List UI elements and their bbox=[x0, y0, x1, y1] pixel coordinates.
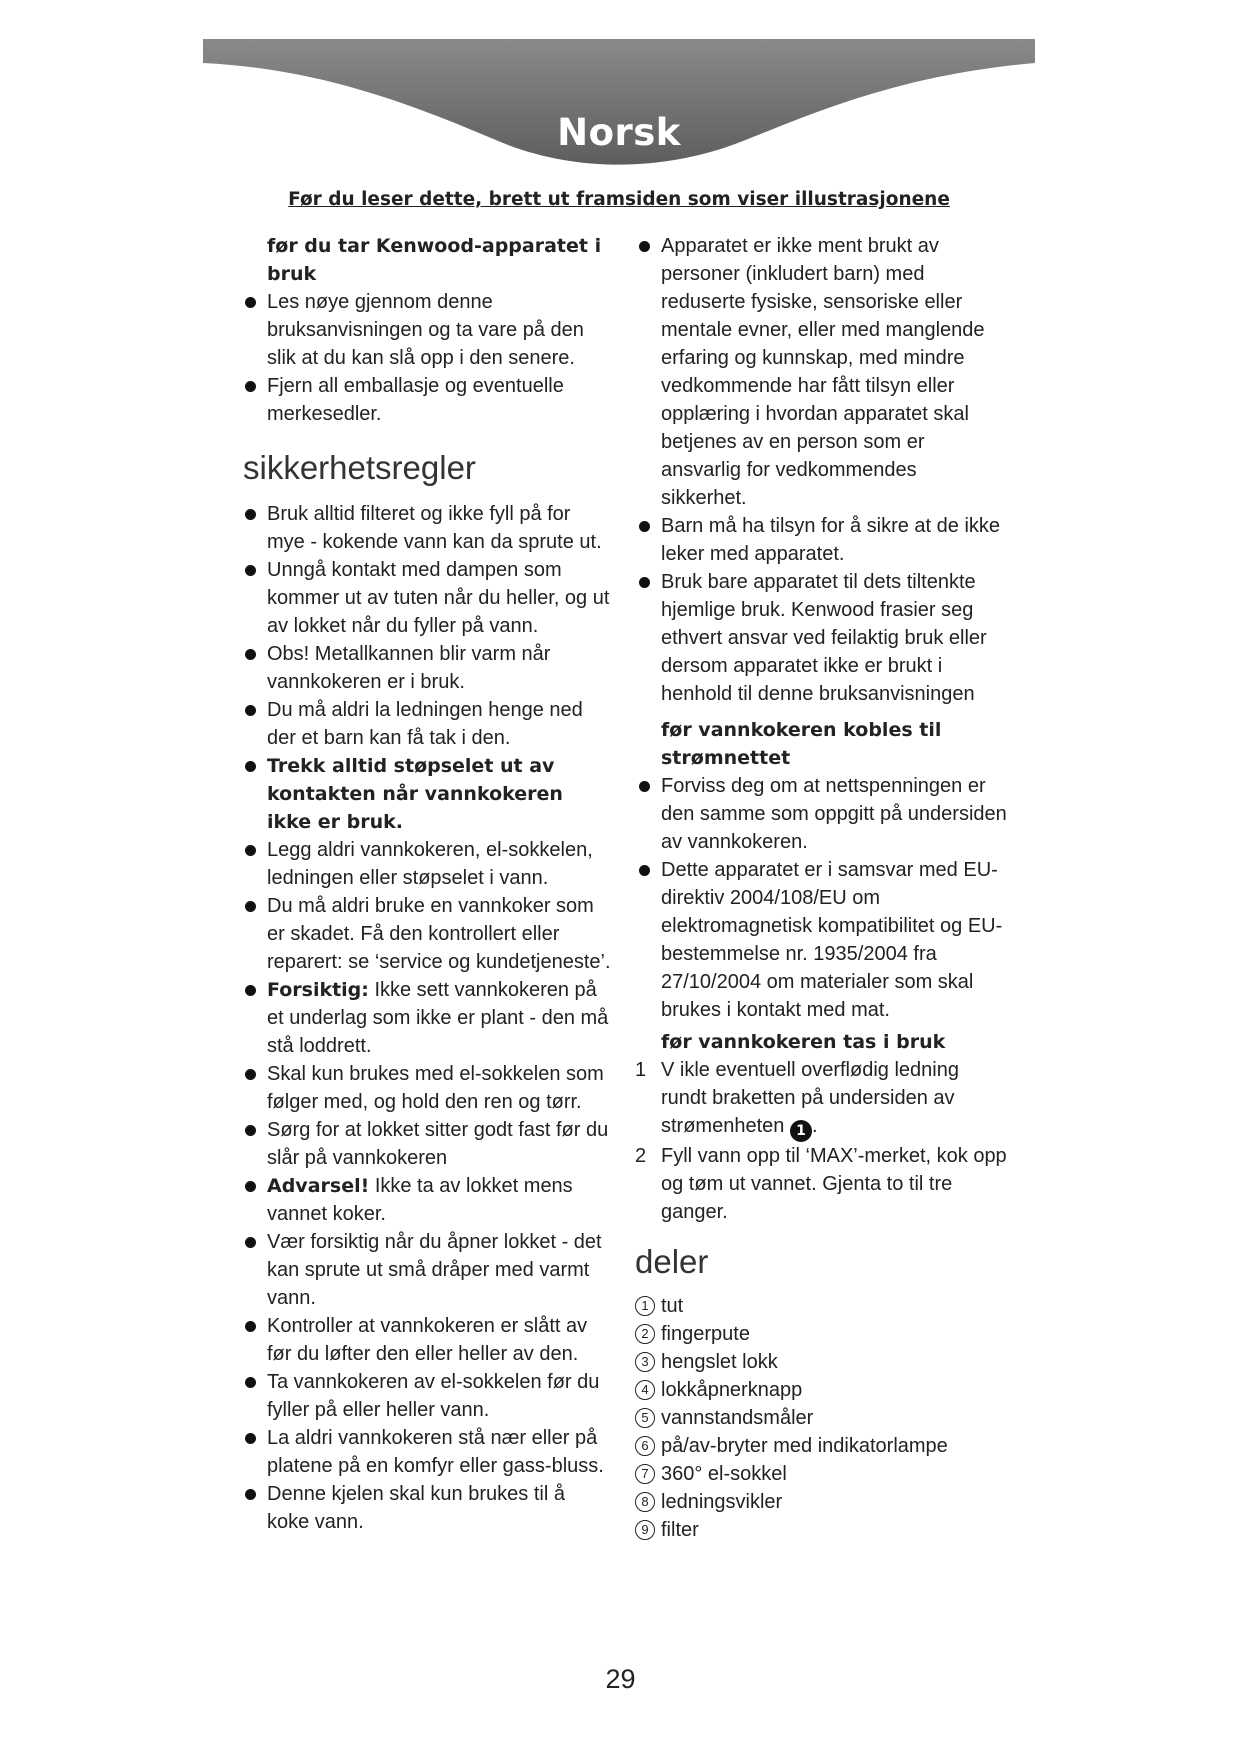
part-item: 8 ledningsvikler bbox=[635, 1488, 1007, 1516]
safety-item: Apparatet er ikke ment brukt av personer (inkludert barn) med reduserte fysiske, sensoriske eller mentale evner, eller med manglende erfaring og kunnskap, med mindre vedkommende har fått tilsyn eller opplæring i hvordan apparatet skal betjenes av en person som er ansvarlig for vedkommendes sikkerhet. bbox=[635, 232, 1007, 512]
language-title: Norsk bbox=[557, 111, 681, 154]
part-number: 9 bbox=[635, 1520, 655, 1540]
parts-list bbox=[635, 1292, 1007, 1544]
safety-item: Kontroller at vannkokeren er slått av før du løfter den eller heller av den. bbox=[241, 1312, 611, 1368]
safety-item: Forsiktig: Ikke sett vannkokeren på et underlag som ikke er plant - den må stå loddrett. bbox=[241, 976, 611, 1060]
step-number: 2 bbox=[635, 1145, 647, 1167]
page-number: 29 bbox=[605, 1664, 636, 1694]
first-use-heading: før vannkokeren tas i bruk bbox=[661, 1031, 946, 1053]
illustration-ref-badge: 1 bbox=[790, 1120, 812, 1142]
safety-item: Du må aldri la ledningen henge ned der et barn kan få tak i den. bbox=[241, 696, 611, 752]
part-number: 3 bbox=[635, 1352, 655, 1372]
connect-item: Forviss deg om at nettspenningen er den samme som oppgitt på undersiden av vannkokeren. bbox=[635, 772, 1007, 856]
part-number: 1 bbox=[635, 1296, 655, 1316]
part-item: 4 lokkåpnerknapp bbox=[635, 1376, 1007, 1404]
safety-item: Bruk bare apparatet til dets tiltenkte hjemlige bruk. Kenwood frasier seg ethvert ansvar ved feilaktig bruk eller dersom apparatet ikke er brukt i henhold til denne bruksanvisningen bbox=[635, 568, 1007, 708]
part-number: 6 bbox=[635, 1436, 655, 1456]
safety-item: Vær forsiktig når du åpner lokket - det kan sprute ut små dråper med varmt vann. bbox=[241, 1228, 611, 1312]
part-item: 2 fingerpute bbox=[635, 1320, 1007, 1348]
safety-item: Legg aldri vannkokeren, el-sokkelen, ledningen eller støpselet i vann. bbox=[241, 836, 611, 892]
part-number: 7 bbox=[635, 1464, 655, 1484]
safety-item: Trekk alltid støpselet ut av kontakten når vannkokeren ikke er bruk. bbox=[241, 752, 611, 836]
first-use-step: 1 V ikle eventuell overflødig ledning rundt braketten på undersiden av strømenheten 1 . bbox=[635, 1056, 1007, 1142]
part-item: 6 på/av-bryter med indikatorlampe bbox=[635, 1432, 1007, 1460]
right-column bbox=[635, 232, 1007, 1544]
safety-item: La aldri vannkokeren stå nær eller på platene på en komfyr eller gass-bluss. bbox=[241, 1424, 611, 1480]
safety-item: Denne kjelen skal kun brukes til å koke vann. bbox=[241, 1480, 611, 1536]
safety-item: Skal kun brukes med el-sokkelen som følger med, og hold den ren og tørr. bbox=[241, 1060, 611, 1116]
part-number: 2 bbox=[635, 1324, 655, 1344]
part-item: 9 filter bbox=[635, 1516, 1007, 1544]
part-item: 7 360° el-sokkel bbox=[635, 1460, 1007, 1488]
safety-item: Sørg for at lokket sitter godt fast før du slår på vannkokeren bbox=[241, 1116, 611, 1172]
part-number: 8 bbox=[635, 1492, 655, 1512]
safety-heading: sikkerhetsregler bbox=[243, 449, 476, 486]
safety-item: Barn må ha tilsyn for å sikre at de ikke leker med apparatet. bbox=[635, 512, 1007, 568]
safety-item: Du må aldri bruke en vannkoker som er skadet. Få den kontrollert eller reparert: se ‘service og kundetjeneste’. bbox=[241, 892, 611, 976]
safety-item: Unngå kontakt med dampen som kommer ut av tuten når du heller, og ut av lokket når du fyller på vann. bbox=[241, 556, 611, 640]
safety-item: Obs! Metallkannen blir varm når vannkokeren er i bruk. bbox=[241, 640, 611, 696]
before-use-item: Fjern all emballasje og eventuelle merkesedler. bbox=[241, 372, 611, 428]
parts-heading: deler bbox=[635, 1243, 709, 1280]
part-item: 3 hengslet lokk bbox=[635, 1348, 1007, 1376]
language-banner bbox=[203, 39, 1035, 179]
before-use-heading: før du tar Kenwood-apparatet i bruk bbox=[267, 235, 602, 285]
part-number: 4 bbox=[635, 1380, 655, 1400]
before-use-item: Les nøye gjennom denne bruksanvisningen og ta vare på den slik at du kan slå opp i den senere. bbox=[241, 288, 611, 372]
step-number: 1 bbox=[635, 1059, 647, 1081]
part-number: 5 bbox=[635, 1408, 655, 1428]
safety-item: Ta vannkokeren av el-sokkelen før du fyller på eller heller vann. bbox=[241, 1368, 611, 1424]
banner-wave-shape bbox=[203, 39, 1035, 179]
part-item: 5 vannstandsmåler bbox=[635, 1404, 1007, 1432]
safety-item: Advarsel! Ikke ta av lokket mens vannet koker. bbox=[241, 1172, 611, 1228]
part-item: 1 tut bbox=[635, 1292, 1007, 1320]
connect-item: Dette apparatet er i samsvar med EU-direktiv 2004/108/EU om elektromagnetisk kompatibilitet og EU-bestemmelse nr. 1935/2004 fra 27/10/2004 om materialer som skal brukes i kontakt med mat. bbox=[635, 856, 1007, 1024]
connect-heading: før vannkokeren kobles til strømnettet bbox=[661, 719, 942, 769]
safety-item: Bruk alltid filteret og ikke fyll på for mye - kokende vann kan da sprute ut. bbox=[241, 500, 611, 556]
fold-out-notice: Før du leser dette, brett ut framsiden som viser illustrasjonene bbox=[288, 189, 950, 210]
first-use-step: 2 Fyll vann opp til ‘MAX’-merket, kok opp og tøm ut vannet. Gjenta to til tre ganger. bbox=[635, 1142, 1007, 1226]
left-column bbox=[241, 232, 611, 1536]
